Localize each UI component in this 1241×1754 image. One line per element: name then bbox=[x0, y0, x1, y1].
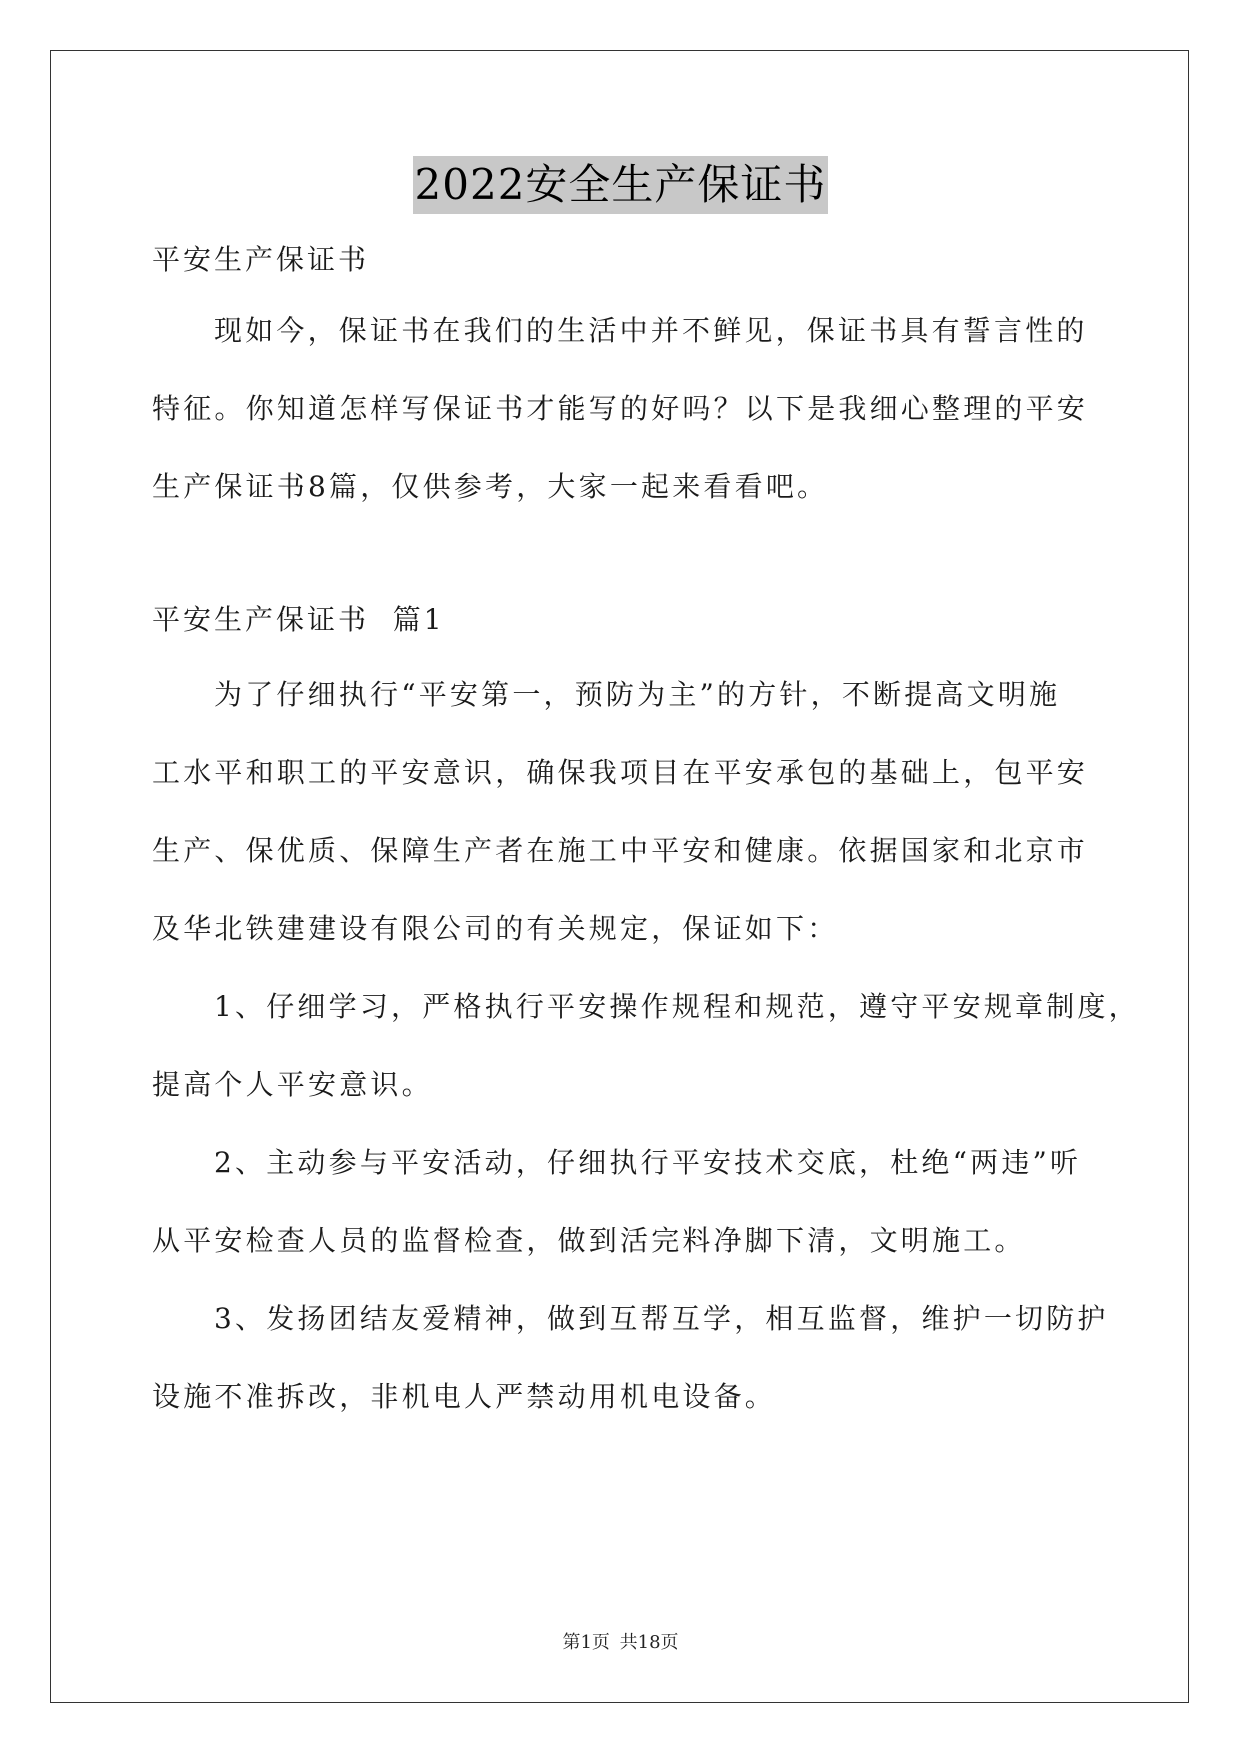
list-item-line: 3、发扬团结友爱精神，做到互帮互学，相互监督，维护一切防护 bbox=[214, 1302, 1109, 1335]
paragraph-line: 工水平和职工的平安意识，确保我项目在平安承包的基础上，包平安 bbox=[152, 756, 1089, 789]
list-item-line: 2、主动参与平安活动，仔细执行平安技术交底，杜绝“两违”听 bbox=[214, 1146, 1082, 1179]
intro-line: 特征。你知道怎样写保证书才能写的好吗？以下是我细心整理的平安 bbox=[152, 392, 1089, 425]
list-item-2 bbox=[152, 1124, 1092, 1280]
list-item-line: 设施不准拆改，非机电人严禁动用机电设备。 bbox=[152, 1380, 777, 1413]
page-total: 共18页 bbox=[619, 1632, 679, 1653]
document-title: 2022安全生产保证书 bbox=[413, 156, 829, 214]
paragraph-line: 及华北铁建建设有限公司的有关规定，保证如下： bbox=[152, 912, 839, 945]
intro-paragraph bbox=[152, 292, 1092, 526]
paragraph-line: 生产、保优质、保障生产者在施工中平安和健康。依据国家和北京市 bbox=[152, 834, 1089, 867]
list-item-1 bbox=[152, 968, 1140, 1124]
list-item-line: 提高个人平安意识。 bbox=[152, 1068, 433, 1101]
title-wrapper bbox=[0, 156, 1241, 214]
page-footer bbox=[0, 1628, 1241, 1654]
list-item-line: 1、仔细学习，严格执行平安操作规程和规范，遵守平安规章制度， bbox=[214, 990, 1140, 1023]
section-heading: 平安生产保证书 篇1 bbox=[152, 603, 445, 636]
intro-line: 生产保证书8篇，仅供参考，大家一起来看看吧。 bbox=[152, 470, 829, 503]
page-number: 第1页 bbox=[562, 1632, 610, 1653]
document-subtitle: 平安生产保证书 bbox=[152, 243, 370, 276]
paragraph-line: 为了仔细执行“平安第一，预防为主”的方针，不断提高文明施 bbox=[214, 678, 1061, 711]
list-item-3 bbox=[152, 1280, 1109, 1436]
intro-line: 现如今，保证书在我们的生活中并不鲜见，保证书具有誓言性的 bbox=[214, 314, 1088, 347]
section-paragraph bbox=[152, 656, 1092, 968]
list-item-line: 从平安检查人员的监督检查，做到活完料净脚下清，文明施工。 bbox=[152, 1224, 1026, 1257]
